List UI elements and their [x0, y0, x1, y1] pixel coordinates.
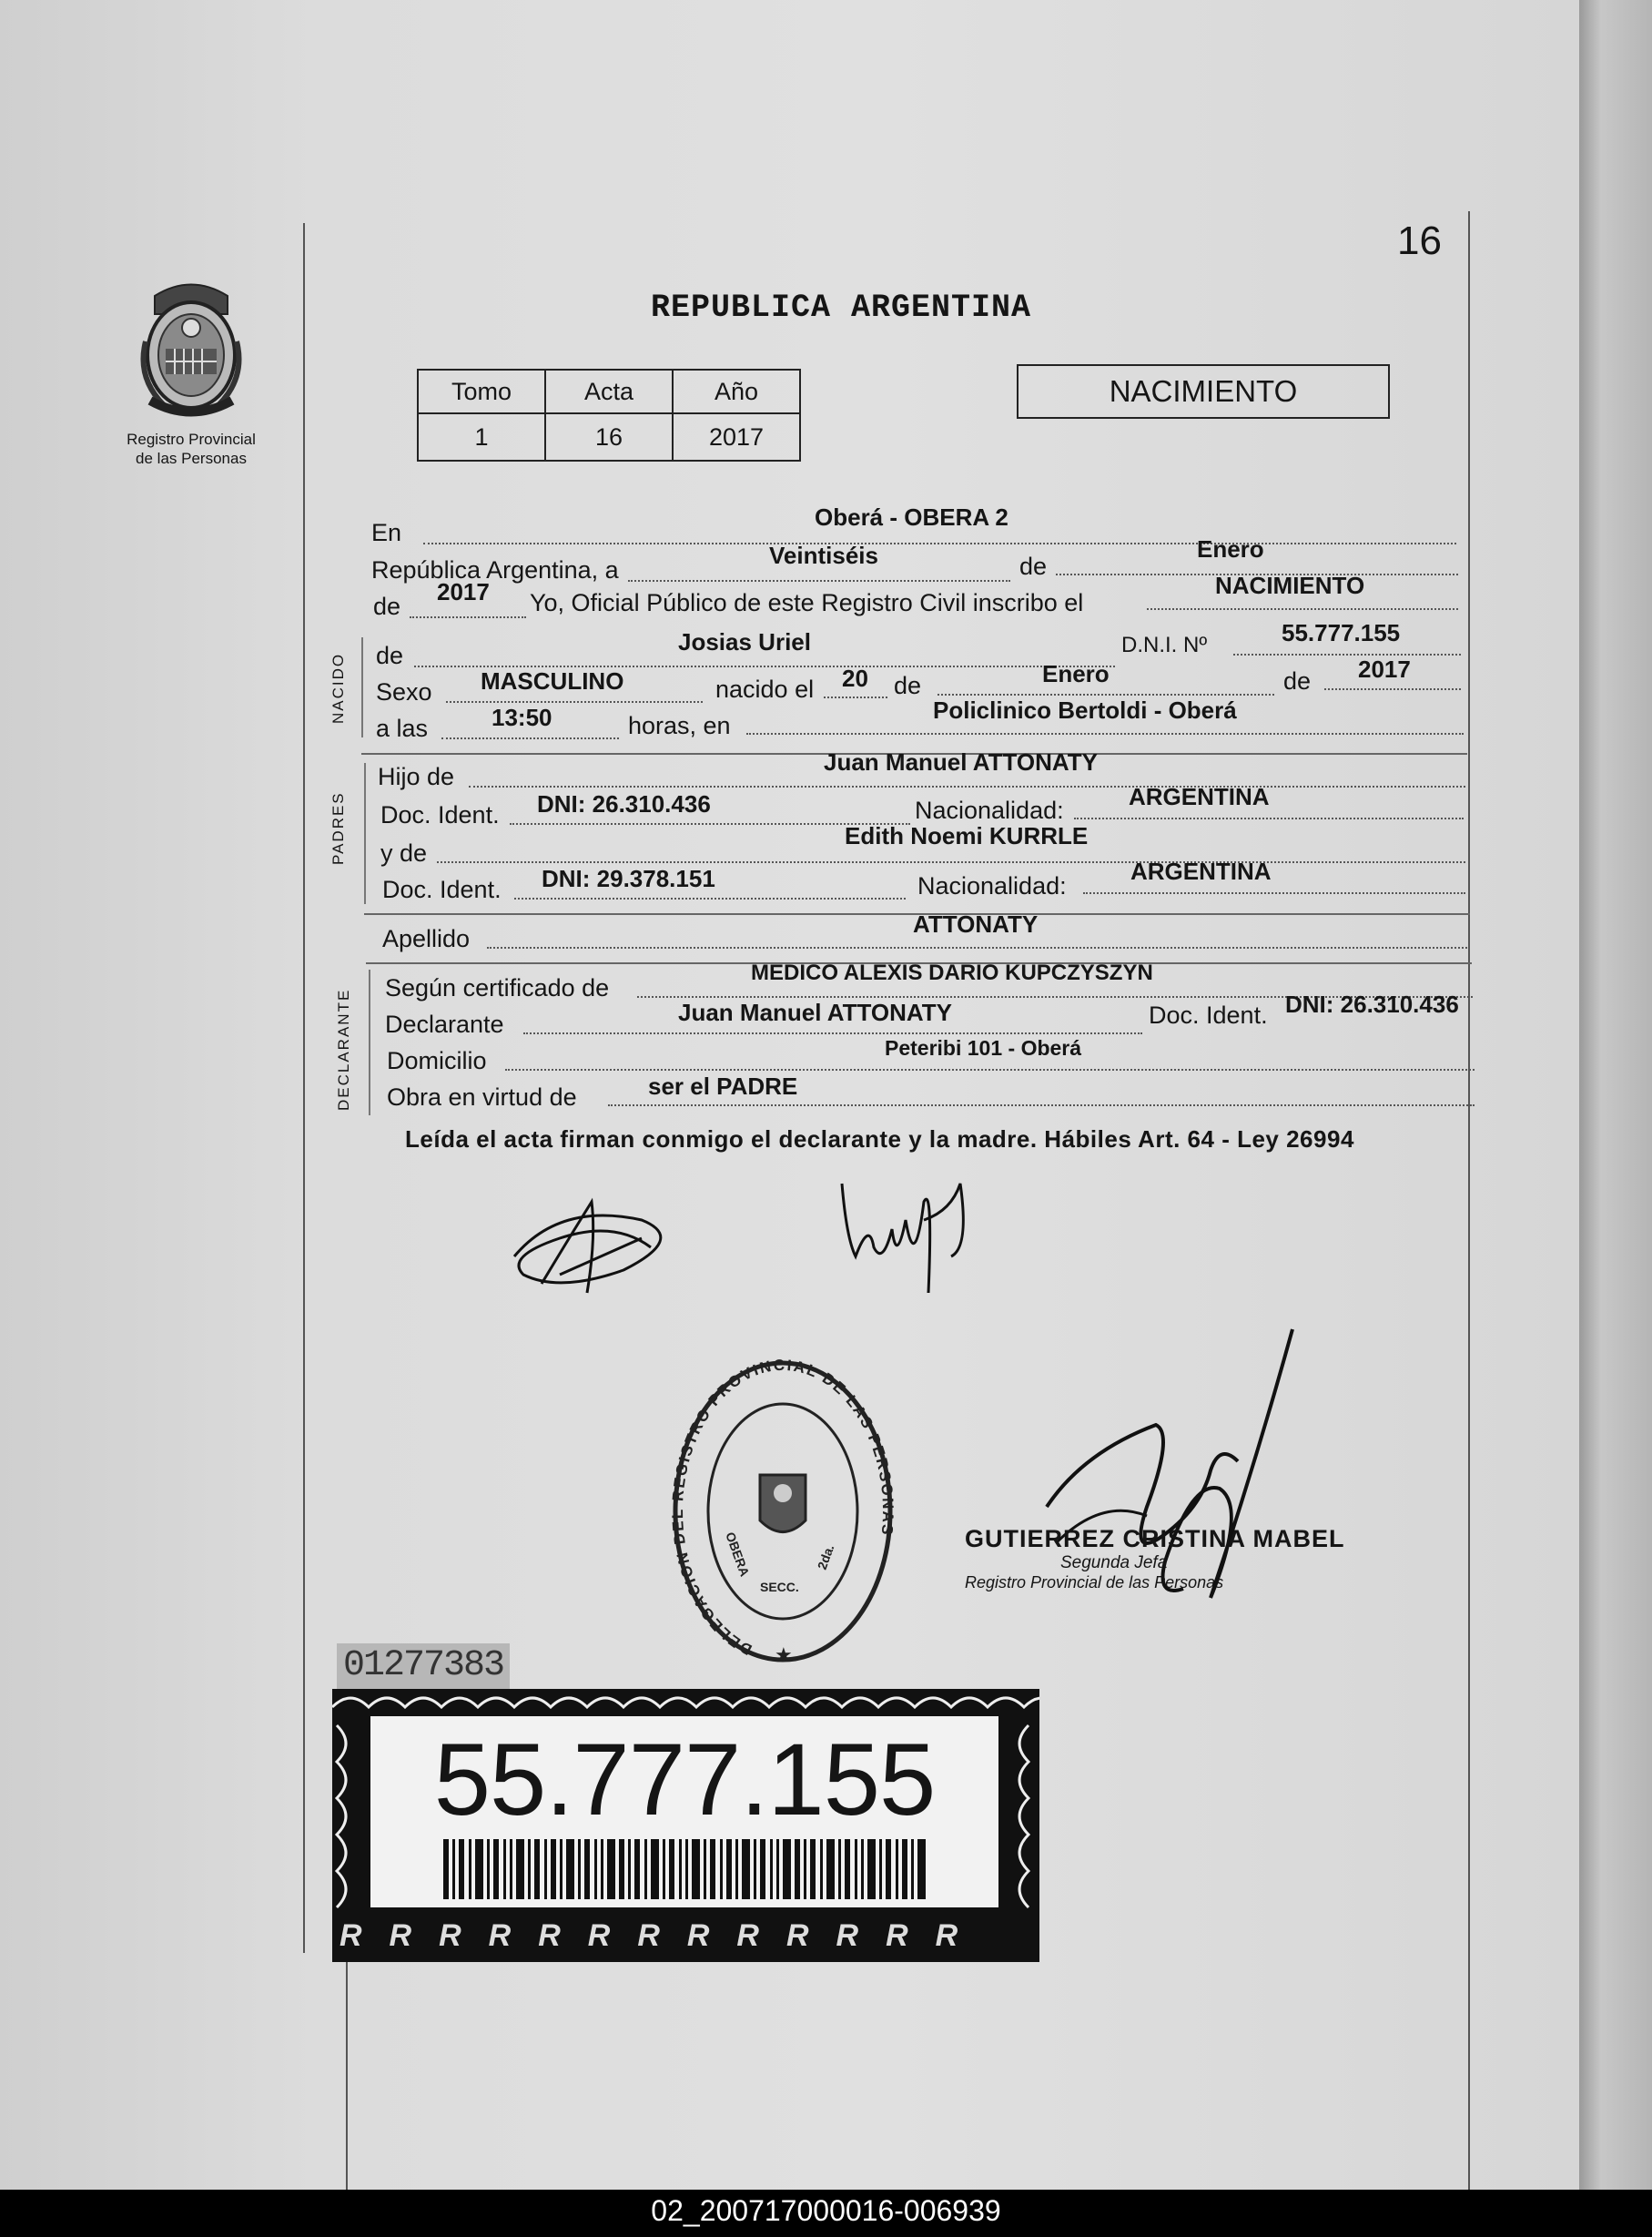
- nacido-mes: Enero: [1042, 660, 1110, 687]
- page-edge: [1579, 0, 1652, 2190]
- de-label: de: [1019, 553, 1048, 580]
- stamp-inner-right: 2da.: [814, 1542, 837, 1572]
- dni-value: 55.777.155: [1282, 619, 1401, 646]
- domicilio-value: Peteribi 101 - Oberá: [885, 1036, 1082, 1060]
- certificado-value: MEDICO ALEXIS DARIO KUPCZYSZYN: [751, 961, 1153, 985]
- stamp-outer-text: DELEGACION DEL REGISTRO PROVINCIAL DE LAS PERSONAS: [669, 1356, 897, 1659]
- madre-value: Edith Noemi KURRLE: [845, 822, 1089, 849]
- obra-line: [608, 1104, 1475, 1106]
- domicilio-line: [505, 1069, 1475, 1071]
- record-type-box: NACIMIENTO: [1017, 364, 1390, 419]
- header-tomo: Tomo: [418, 370, 545, 413]
- nac-label-2: Nacionalidad:: [917, 872, 1067, 900]
- page-number: 16: [1397, 219, 1442, 263]
- serial-number: 01277383: [337, 1643, 510, 1689]
- domicilio-label: Domicilio: [387, 1047, 487, 1074]
- nac-label: Nacionalidad:: [915, 797, 1064, 824]
- dia-value: Veintiséis: [769, 542, 878, 569]
- padre-value: Juan Manuel ATTONATY: [824, 748, 1098, 776]
- nacido-dia-line: [824, 697, 887, 698]
- declarante-doc: DNI: 26.310.436: [1285, 991, 1459, 1018]
- stamp-inner-left: OBERA: [723, 1530, 753, 1579]
- declarante-value: Juan Manuel ATTONATY: [678, 999, 952, 1026]
- officer-signature: [1029, 1325, 1320, 1652]
- dni-label-number: 55.777.155: [433, 1723, 936, 1836]
- nacido-dia: 20: [842, 665, 868, 692]
- certificado-label: Según certificado de: [385, 974, 610, 1002]
- side-label-nacido: NACIDO: [329, 652, 347, 724]
- doc-label: Doc. Ident.: [380, 801, 500, 829]
- doc-label-2: Doc. Ident.: [382, 876, 502, 903]
- lugar-value: Policlinico Bertoldi - Oberá: [933, 697, 1237, 724]
- padre-nac-line: [1074, 818, 1464, 819]
- inscribo-value: NACIMIENTO: [1215, 572, 1365, 599]
- nacido-label: nacido el: [715, 676, 815, 703]
- dni-label-panel: [370, 1716, 998, 1907]
- a-las-label: a las: [376, 715, 429, 742]
- value-tomo: 1: [418, 413, 545, 461]
- nombre-value: Josias Uriel: [678, 628, 811, 656]
- signer-block: [965, 1525, 1345, 1592]
- registry-name-line1: Registro Provincial: [127, 431, 256, 448]
- dia-line: [628, 580, 1010, 582]
- stamp-star-icon: ★: [775, 1643, 793, 1666]
- madre-doc-line: [514, 898, 906, 900]
- dni-label: D.N.I. Nº: [1121, 633, 1208, 657]
- en-label: En: [371, 519, 402, 546]
- hijo-label: Hijo de: [378, 763, 455, 790]
- apellido-label: Apellido: [382, 925, 471, 952]
- anio-value: 2017: [437, 578, 490, 605]
- oficial-label: Yo, Oficial Público de este Registro Civil inscribo el: [530, 589, 1084, 616]
- de-label-4: de: [894, 672, 922, 699]
- de-label-2: de: [373, 593, 401, 620]
- lugar-line: [746, 733, 1464, 735]
- section-divider-declarante: [369, 970, 370, 1115]
- registry-name: [100, 430, 282, 468]
- closing-text: Leída el acta firman conmigo el declarante y la madre. Hábiles Art. 64 - Ley 26994: [405, 1125, 1354, 1153]
- de-label-5: de: [1283, 667, 1312, 695]
- padre-nac: ARGENTINA: [1129, 783, 1270, 810]
- value-anio: 2017: [673, 413, 800, 461]
- hora-line: [441, 737, 619, 739]
- signer-name: GUTIERREZ CRISTINA MABEL: [965, 1525, 1345, 1552]
- sexo-value: MASCULINO: [481, 667, 624, 695]
- nacido-mes-line: [937, 694, 1274, 696]
- declarant-signature: [505, 1184, 687, 1311]
- madre-line: [437, 861, 1465, 863]
- signer-org: Registro Provincial de las Personas: [965, 1573, 1224, 1591]
- section-divider-padres: [364, 763, 366, 904]
- en-line: [423, 543, 1456, 544]
- footer-code: 02_200717000016-006939: [651, 2194, 1001, 2227]
- side-label-declarante: DECLARANTE: [335, 988, 352, 1111]
- declarante-line: [523, 1032, 1142, 1034]
- stamp-inner-bottom: SECC.: [760, 1580, 799, 1594]
- en-value: Oberá - OBERA 2: [815, 503, 1008, 531]
- horas-label: horas, en: [628, 712, 731, 739]
- mes-value: Enero: [1197, 535, 1264, 563]
- signer-role: Segunda Jefa: [1060, 1553, 1168, 1572]
- nacido-anio: 2017: [1358, 656, 1411, 683]
- madre-nac: ARGENTINA: [1130, 858, 1272, 885]
- y-de-label: y de: [380, 839, 428, 867]
- nacido-anio-line: [1324, 688, 1461, 690]
- de-label-3: de: [376, 642, 404, 669]
- doc-label-3: Doc. Ident.: [1149, 1002, 1268, 1029]
- section-divider-nacido: [361, 637, 363, 737]
- provincial-emblem-icon: [127, 278, 255, 423]
- anio-line: [410, 616, 526, 618]
- dni-line: [1233, 654, 1461, 656]
- madre-nac-line: [1083, 892, 1465, 894]
- barcode-icon: [443, 1839, 926, 1899]
- madre-doc: DNI: 29.378.151: [542, 865, 715, 892]
- obra-label: Obra en virtud de: [387, 1083, 577, 1111]
- sticker-r-pattern: RRRRRRRRRRRRR: [340, 1918, 986, 1953]
- padre-doc: DNI: 26.310.436: [537, 790, 711, 818]
- header-anio: Año: [673, 370, 800, 413]
- document-title: REPUBLICA ARGENTINA: [651, 290, 1032, 326]
- declarante-label: Declarante: [385, 1011, 504, 1038]
- registry-name-line2: de las Personas: [136, 450, 247, 467]
- mother-signature: [833, 1165, 988, 1302]
- value-acta: 16: [545, 413, 673, 461]
- padre-line: [469, 786, 1465, 788]
- republica-label: República Argentina, a: [371, 556, 619, 584]
- dni-label-sticker: [332, 1689, 1039, 1962]
- sexo-label: Sexo: [376, 678, 432, 706]
- obra-value: ser el PADRE: [648, 1073, 798, 1100]
- apellido-value: ATTONATY: [913, 910, 1039, 938]
- apellido-line: [487, 947, 1470, 949]
- header-acta: Acta: [545, 370, 673, 413]
- side-label-padres: PADRES: [329, 791, 347, 865]
- left-margin-line-lower: [346, 1957, 348, 2190]
- left-margin-line: [303, 223, 305, 1953]
- inscribo-line: [1147, 608, 1458, 610]
- right-margin-line: [1468, 211, 1470, 2190]
- hora-value: 13:50: [492, 704, 552, 731]
- sexo-line: [446, 701, 703, 703]
- official-stamp: [669, 1352, 897, 1671]
- record-table: [417, 369, 801, 462]
